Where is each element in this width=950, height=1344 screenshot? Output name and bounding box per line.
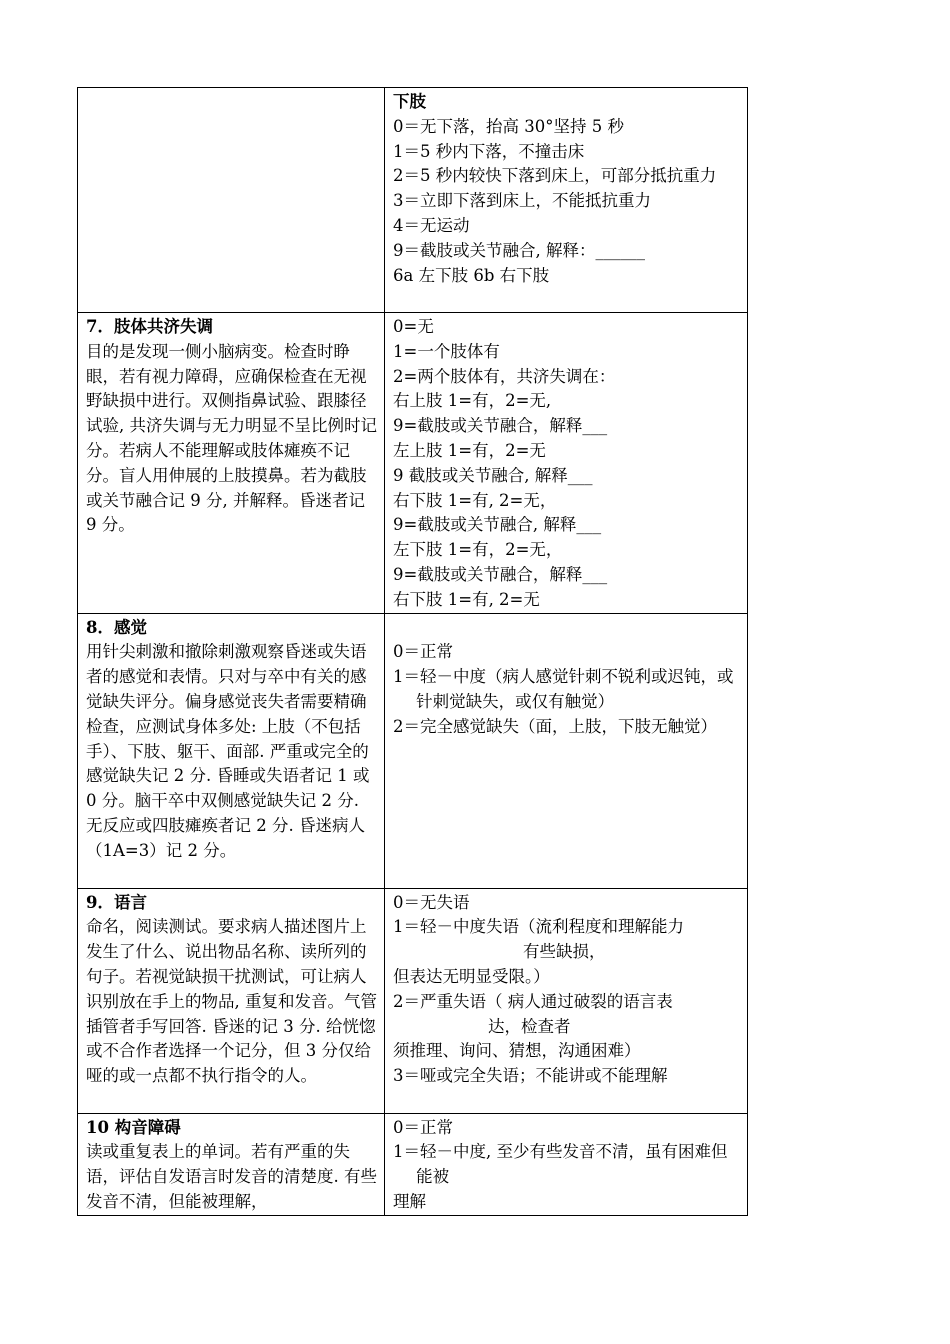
- score-option: 6a 左下肢 6b 右下肢: [393, 265, 550, 285]
- scoring-heading: 下肢: [393, 92, 426, 111]
- table-row: [78, 1113, 748, 1215]
- scoring-cell: [385, 613, 748, 888]
- score-option-continuation: 须推理、询问、猜想，沟通困难）: [393, 1041, 641, 1061]
- item-description: 读或重复表上的单词。若有严重的失语，评估自发语言时发音的清楚度. 有些发音不清，但能被理解，: [86, 1142, 377, 1211]
- score-option: 4＝无运动: [393, 215, 470, 235]
- scoring-cell: [385, 1113, 748, 1215]
- item-title: 9．语言: [86, 892, 147, 912]
- score-option: 9=截肢或关节融合, 解释___: [393, 515, 602, 535]
- score-option: 1＝5 秒内下落，不撞击床: [393, 141, 585, 161]
- item-title: 8．感觉: [86, 617, 147, 637]
- score-option: 3＝哑或完全失语；不能讲或不能理解: [393, 1066, 668, 1086]
- score-option: 0＝正常: [393, 1117, 453, 1137]
- item-title: 7．肢体共济失调: [86, 317, 213, 336]
- score-option: 1＝轻－中度（病人感觉针刺不锐利或迟钝，或针刺觉缺失，或仅有触觉）: [393, 667, 734, 711]
- scoring-cell: [385, 88, 748, 313]
- nihss-scale-table: [77, 87, 748, 1216]
- score-option: 3＝立即下落到床上，不能抵抗重力: [393, 191, 651, 211]
- score-option: 0＝正常: [393, 642, 453, 662]
- score-option-continuation: 理解: [393, 1191, 426, 1211]
- score-option: 9=截肢或关节融合，解释___: [393, 564, 608, 584]
- table-row: [78, 88, 748, 313]
- item-description-cell: [78, 613, 385, 888]
- item-description-cell: [78, 888, 385, 1113]
- item-description: 目的是发现一侧小脑病变。检查时睁眼，若有视力障碍，应确保检查在无视野缺损中进行。双侧指鼻试验、跟膝径试验, 共济失调与无力明显不呈比例时记分。若病人不能理解或肢体瘫痪不记分。盲人用伸展的上肢摸鼻。若为截肢或关节融合记 9 分, 并解释。昏迷者记 9 分。: [86, 341, 377, 535]
- score-option: 2＝严重失语（ 病人通过破裂的语言表: [393, 991, 673, 1011]
- item-description-cell: [78, 88, 385, 313]
- score-option: 右下肢 1=有, 2=无: [393, 589, 540, 609]
- scoring-cell: [385, 888, 748, 1113]
- table-row: [78, 313, 748, 614]
- score-option: 右下肢 1=有, 2=无，: [393, 490, 557, 510]
- score-option: 9＝截肢或关节融合, 解释：______: [393, 240, 645, 260]
- spacer: [393, 616, 741, 641]
- score-option: 2＝5 秒内较快下落到床上，可部分抵抗重力: [393, 166, 717, 186]
- table-row: [78, 888, 748, 1113]
- score-option: 1＝轻－中度失语（流利程度和理解能力: [393, 917, 684, 937]
- score-option: 1=一个肢体有: [393, 341, 500, 361]
- score-option: 9=截肢或关节融合，解释___: [393, 416, 608, 436]
- score-option: 2＝完全感觉缺失（面，上肢，下肢无触觉）: [393, 716, 717, 736]
- score-option-continuation: 达，检查者: [488, 1016, 571, 1036]
- score-option: 左上肢 1=有，2=无: [393, 440, 546, 460]
- score-option: 1＝轻－中度, 至少有些发音不清，虽有困难但能被: [393, 1142, 728, 1187]
- score-option-continuation: 但表达无明显受限。）: [393, 966, 550, 986]
- scoring-cell: [385, 313, 748, 614]
- table-row: [78, 613, 748, 888]
- item-description-cell: [78, 313, 385, 614]
- score-option: 0＝无下落，抬高 30°坚持 5 秒: [393, 116, 624, 136]
- item-description: 命名，阅读测试。要求病人描述图片上发生了什么、说出物品名称、读所列的句子。若视觉缺损干扰测试，可让病人识别放在手上的物品, 重复和发音。气管插管者手写回答. 昏迷的记 3 分. 给恍惚或不合作者选择一个记分，但 3 分仅给哑的或一点都不执行指令的人。: [86, 917, 377, 1086]
- item-description-cell: [78, 1113, 385, 1215]
- score-option: 右上肢 1=有，2=无,: [393, 391, 552, 411]
- item-title: 10 构音障碍: [86, 1117, 181, 1137]
- score-option: 0=无: [393, 317, 434, 336]
- score-option: 2=两个肢体有，共济失调在：: [393, 366, 616, 386]
- score-option: 9 截肢或关节融合, 解释___: [393, 465, 593, 485]
- score-option: 左下肢 1=有，2=无，: [393, 540, 563, 560]
- score-option: 0＝无失语: [393, 892, 470, 912]
- score-option-continuation: 有些缺损，: [523, 942, 606, 962]
- item-description: 用针尖刺激和撤除刺激观察昏迷或失语者的感觉和表情。只对与卒中有关的感觉缺失评分。偏身感觉丧失者需要精确检查，应测试身体多处: 上肢（不包括手）、下肢、躯干、面部. 严重或完全的感觉缺失记 2 分. 昏睡或失语者记 1 或 0 分。脑干卒中双侧感觉缺失记 2 分. 无反应或四肢瘫痪者记 2 分. 昏迷病人（1A=3）记 2 分。: [86, 642, 370, 860]
